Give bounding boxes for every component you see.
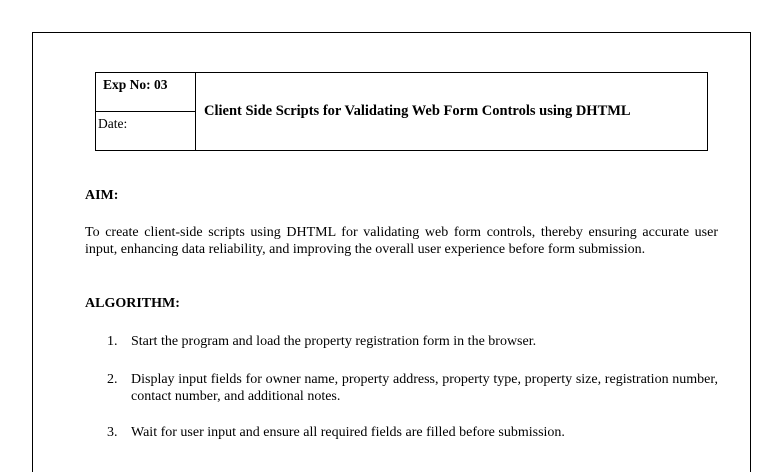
algorithm-heading: ALGORITHM: <box>85 296 180 311</box>
aim-text: To create client-side scripts using DHTML for validating web form controls, thereby ensuring accurate user input, enhancing data reliability, and improving the overall user experience before form submission. <box>85 225 718 257</box>
step-number: 2. <box>107 372 118 387</box>
step-text: Start the program and load the property registration form in the browser. <box>131 334 537 349</box>
step-number: 1. <box>107 334 118 349</box>
date-cell: Date: <box>96 112 196 150</box>
step-text: Display input fields for owner name, property address, property type, property size, registration number, contact number, and additional notes. <box>131 372 718 404</box>
step-number: 3. <box>107 425 118 440</box>
experiment-title: Client Side Scripts for Validating Web Form Controls using DHTML <box>204 103 631 119</box>
aim-heading: AIM: <box>85 188 119 203</box>
experiment-header-table <box>95 72 708 151</box>
step-text: Wait for user input and ensure all required fields are filled before submission. <box>131 425 565 440</box>
exp-no-cell: Exp No: 03 <box>96 73 196 112</box>
